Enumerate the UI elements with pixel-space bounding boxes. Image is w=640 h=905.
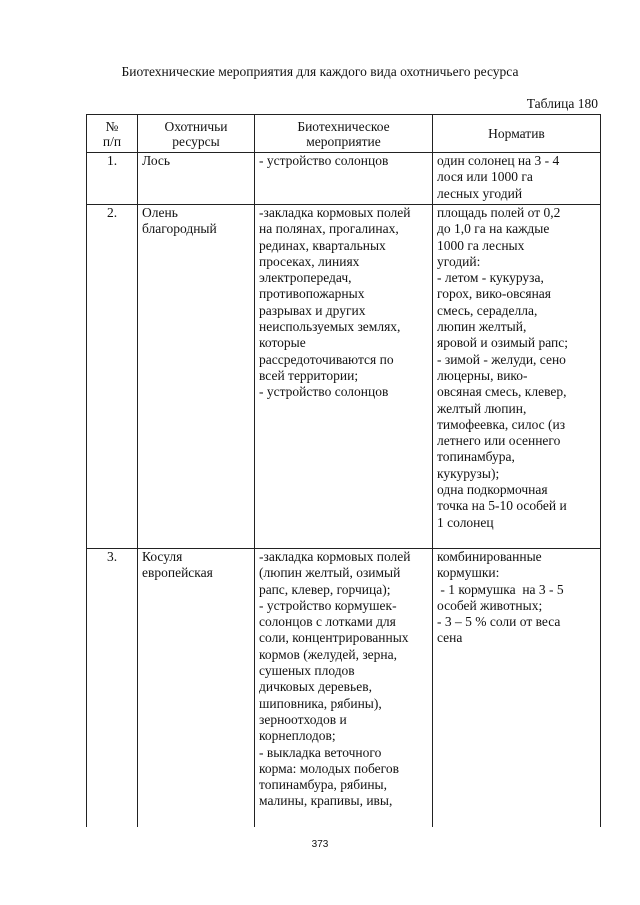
header-resource	[138, 115, 255, 153]
activity-line: - устройство солонцов	[259, 153, 389, 168]
norm-line: комбинированные	[437, 549, 542, 564]
norm-cell	[433, 549, 601, 828]
header-norm-line: Норматив	[488, 126, 545, 141]
row-number: 1.	[87, 153, 138, 205]
activity-line: - устройство кормушек-	[259, 597, 397, 613]
table-number-label: Таблица 180	[526, 96, 598, 111]
activity-line: просеках, линиях	[259, 253, 360, 269]
activity-cell	[255, 549, 433, 828]
norm-line: летнего или осеннего	[437, 433, 561, 449]
activity-line: кормов (желудей, зерна,	[259, 646, 397, 662]
activity-line: всей территории;	[259, 367, 359, 383]
table-caption: Биотехнические мероприятия для каждого вида охотничьего ресурса	[121, 64, 519, 79]
activity-line: шиповника, рябины),	[259, 695, 382, 711]
norm-line: люпин желтый,	[437, 319, 527, 335]
norm-line: горох, вико-овсяная	[437, 286, 552, 302]
norm-line: 1000 га лесных	[437, 237, 525, 253]
norm-line: сена	[437, 630, 463, 646]
page-number: 373	[311, 839, 329, 850]
resource-cell	[138, 153, 255, 205]
norm-line: смесь, сераделла,	[437, 302, 538, 318]
norm-line: до 1,0 га на каждые	[437, 221, 550, 237]
norm-line: площадь полей от 0,2	[437, 205, 561, 220]
table-row	[87, 205, 601, 549]
norm-line: 1 солонец	[437, 514, 494, 530]
resource-cell	[138, 549, 255, 828]
activity-line: рассредоточиваются по	[259, 351, 394, 367]
resource-line: Олень	[142, 205, 178, 220]
resource-line: Лось	[142, 153, 171, 168]
activity-line: на полянах, прогалинах,	[259, 221, 399, 237]
resource-cell	[138, 205, 255, 549]
activity-line: корма: молодых побегов	[259, 760, 399, 776]
activity-line: противопожарных	[259, 286, 365, 302]
activity-line: -закладка кормовых полей	[259, 205, 411, 220]
header-resource-line: Охотничьи	[164, 118, 228, 134]
activity-cell	[255, 205, 433, 549]
norm-line: топинамбура,	[437, 449, 515, 465]
header-resource-line: ресурсы	[172, 133, 220, 149]
table-header-row	[87, 115, 601, 153]
table-row	[87, 153, 601, 205]
norm-line: овсяная смесь, клевер,	[437, 384, 567, 400]
norm-line: лесных угодий	[437, 185, 523, 201]
activity-line: рапс, клевер, горчица);	[259, 581, 391, 597]
activity-line: корнеплодов;	[259, 728, 336, 744]
activity-line: -закладка кормовых полей	[259, 549, 411, 564]
header-num	[87, 115, 138, 153]
header-num-line: п/п	[102, 133, 122, 149]
activity-line: солонцов с лотками для	[259, 614, 396, 630]
norm-line: тимофеевка, силос (из	[437, 416, 566, 432]
header-activity	[255, 115, 433, 153]
row-number: 3.	[87, 549, 138, 828]
activity-line: (люпин желтый, озимый	[259, 565, 401, 581]
norm-line: - зимой - желуди, сено	[437, 351, 566, 367]
norm-line: яровой и озимый рапс;	[437, 335, 568, 351]
biotechnical-measures-table	[86, 114, 601, 827]
norm-line: - 3 – 5 % соли от веса	[437, 614, 561, 630]
activity-line: зерноотходов и	[259, 711, 347, 727]
norm-line: лося или 1000 га	[437, 169, 533, 185]
activity-line: сушеных плодов	[259, 663, 355, 679]
norm-line: - 1 кормушка на 3 - 5	[437, 581, 564, 597]
activity-line: разрывах и других	[259, 302, 366, 318]
header-norm	[433, 115, 601, 153]
norm-line: - летом - кукуруза,	[437, 270, 544, 286]
activity-line: неиспользуемых землях,	[259, 319, 401, 335]
table-row	[87, 549, 601, 828]
norm-line: желтый люпин,	[437, 400, 527, 416]
activity-line: малины, крапивы, ивы,	[259, 793, 393, 809]
norm-line: одна подкормочная	[437, 482, 548, 498]
activity-line: - устройство солонцов	[259, 384, 389, 400]
activity-line: - выкладка веточного	[259, 744, 382, 760]
norm-line: один солонец на 3 - 4	[437, 153, 560, 168]
norm-cell	[433, 205, 601, 549]
activity-line: рединах, квартальных	[259, 237, 386, 253]
resource-line: Косуля	[142, 549, 183, 564]
header-activity-line: Биотехническое	[297, 118, 390, 134]
activity-line: соли, концентрированных	[259, 630, 409, 646]
norm-line: кукурузы);	[437, 465, 500, 481]
header-num-line: №	[105, 118, 119, 134]
norm-line: точка на 5-10 особей и	[437, 498, 567, 514]
resource-line: европейская	[142, 565, 213, 581]
norm-line: особей животных;	[437, 597, 543, 613]
norm-line: кормушки:	[437, 565, 500, 581]
activity-line: топинамбура, рябины,	[259, 777, 387, 793]
row-number: 2.	[87, 205, 138, 549]
activity-cell	[255, 153, 433, 205]
activity-line: которые	[259, 335, 306, 351]
norm-line: люцерны, вико-	[437, 367, 528, 383]
activity-line: дичковых деревьев,	[259, 679, 372, 695]
header-activity-line: мероприятие	[306, 133, 381, 149]
norm-line: угодий:	[437, 253, 481, 269]
norm-cell	[433, 153, 601, 205]
resource-line: благородный	[142, 221, 217, 237]
activity-line: электропередач,	[259, 270, 352, 286]
